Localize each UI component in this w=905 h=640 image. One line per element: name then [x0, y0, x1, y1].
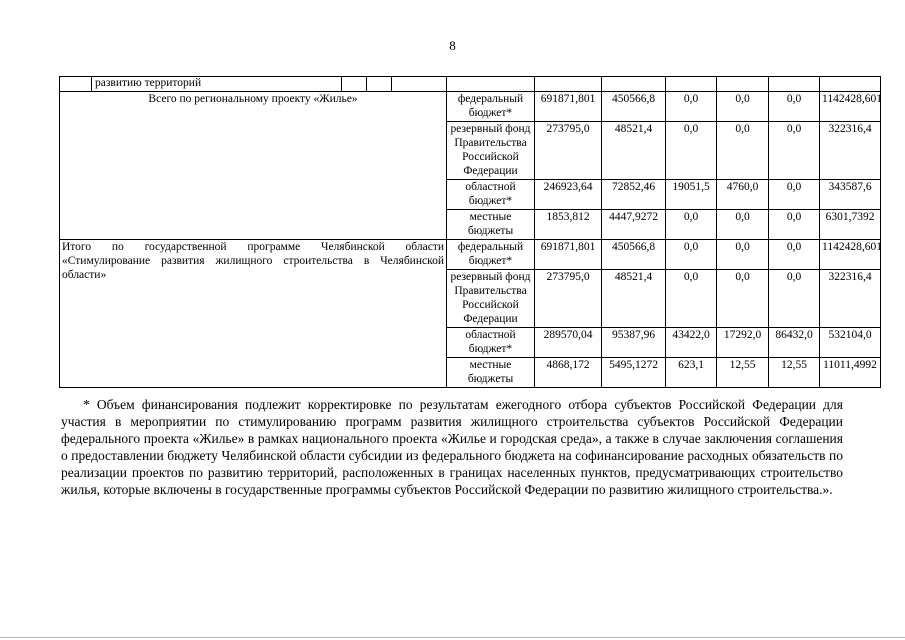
- value-cell: 4868,172: [535, 358, 602, 388]
- value-cell: 273795,0: [535, 122, 602, 180]
- funding-source: местные бюджеты: [447, 210, 535, 240]
- value-cell: 0,0: [769, 122, 820, 180]
- table-row: [60, 240, 881, 270]
- value-cell: 86432,0: [769, 328, 820, 358]
- value-cell: 48521,4: [602, 122, 666, 180]
- value-cell: 450566,8: [602, 240, 666, 270]
- table-cell: [666, 77, 717, 92]
- value-cell: 0,0: [666, 240, 717, 270]
- value-cell: 43422,0: [666, 328, 717, 358]
- table-cell: [717, 77, 769, 92]
- value-cell: 0,0: [666, 122, 717, 180]
- value-cell: 1142428,601: [820, 240, 881, 270]
- table-cell: [60, 77, 92, 92]
- value-cell: 0,0: [717, 92, 769, 122]
- value-cell: 4447,9272: [602, 210, 666, 240]
- funding-source: федеральный бюджет*: [447, 92, 535, 122]
- page-number: 8: [449, 38, 456, 53]
- value-cell: 322316,4: [820, 270, 881, 328]
- table-cell: [447, 77, 535, 92]
- funding-source: федеральный бюджет*: [447, 240, 535, 270]
- program-total-label: Итого по государственной программе Челябинской области «Стимулирование развития жилищного строительства в Челябинской области»: [60, 240, 447, 388]
- value-cell: 0,0: [666, 92, 717, 122]
- value-cell: 623,1: [666, 358, 717, 388]
- value-cell: 532104,0: [820, 328, 881, 358]
- table-cell: [535, 77, 602, 92]
- value-cell: 343587,6: [820, 180, 881, 210]
- value-cell: 12,55: [769, 358, 820, 388]
- funding-table: [59, 76, 881, 388]
- footnote-paragraph: * Объем финансирования подлежит корректировке по результатам ежегодного отбора субъектов Российской Федерации для участия в мероприятии по стимулированию программ развития жилищного строительства субъектов Российской Федерации федерального проекта «Жилье» в рамках национального проекта «Жилье и городская среда», а также в случае заключения соглашения о предоставлении бюджету Челябинской области субсидии из федерального бюджета на софинансирование расходных обязательств по реализации проектов по развитию территорий, расположенных в границах населенных пунктов, предусматривающих строительство жилья, которые включены в государственные программы субъектов Российской Федерации по развитию жилищного строительства.».: [61, 397, 843, 497]
- value-cell: 246923,64: [535, 180, 602, 210]
- table-row: [60, 92, 881, 122]
- table-cell: [602, 77, 666, 92]
- value-cell: 0,0: [717, 210, 769, 240]
- value-cell: 691871,801: [535, 240, 602, 270]
- value-cell: 12,55: [717, 358, 769, 388]
- value-cell: 691871,801: [535, 92, 602, 122]
- funding-source: областной бюджет*: [447, 328, 535, 358]
- value-cell: 0,0: [666, 210, 717, 240]
- value-cell: 11011,4992: [820, 358, 881, 388]
- funding-source: местные бюджеты: [447, 358, 535, 388]
- regional-total-label: Всего по региональному проекту «Жилье»: [60, 92, 447, 240]
- value-cell: 6301,7392: [820, 210, 881, 240]
- value-cell: 273795,0: [535, 270, 602, 328]
- value-cell: 0,0: [769, 210, 820, 240]
- value-cell: 0,0: [769, 270, 820, 328]
- table-cell: [820, 77, 881, 92]
- value-cell: 1142428,601: [820, 92, 881, 122]
- value-cell: 72852,46: [602, 180, 666, 210]
- value-cell: 0,0: [717, 122, 769, 180]
- table-cell: [342, 77, 367, 92]
- funding-source: резервный фонд Правительства Российской Федерации: [447, 122, 535, 180]
- value-cell: 4760,0: [717, 180, 769, 210]
- value-cell: 95387,96: [602, 328, 666, 358]
- value-cell: 0,0: [769, 180, 820, 210]
- table-row-carryover: [60, 77, 881, 92]
- table-cell: [769, 77, 820, 92]
- table-cell: [392, 77, 447, 92]
- value-cell: 0,0: [769, 240, 820, 270]
- value-cell: 0,0: [769, 92, 820, 122]
- value-cell: 0,0: [666, 270, 717, 328]
- value-cell: 450566,8: [602, 92, 666, 122]
- value-cell: 17292,0: [717, 328, 769, 358]
- page-edge-line: [0, 637, 905, 638]
- funding-source: областной бюджет*: [447, 180, 535, 210]
- value-cell: 0,0: [717, 270, 769, 328]
- carryover-label: развитию территорий: [92, 77, 342, 92]
- value-cell: 48521,4: [602, 270, 666, 328]
- value-cell: 5495,1272: [602, 358, 666, 388]
- value-cell: 0,0: [717, 240, 769, 270]
- value-cell: 289570,04: [535, 328, 602, 358]
- value-cell: 1853,812: [535, 210, 602, 240]
- value-cell: 19051,5: [666, 180, 717, 210]
- funding-source: резервный фонд Правительства Российской Федерации: [447, 270, 535, 328]
- value-cell: 322316,4: [820, 122, 881, 180]
- table-cell: [367, 77, 392, 92]
